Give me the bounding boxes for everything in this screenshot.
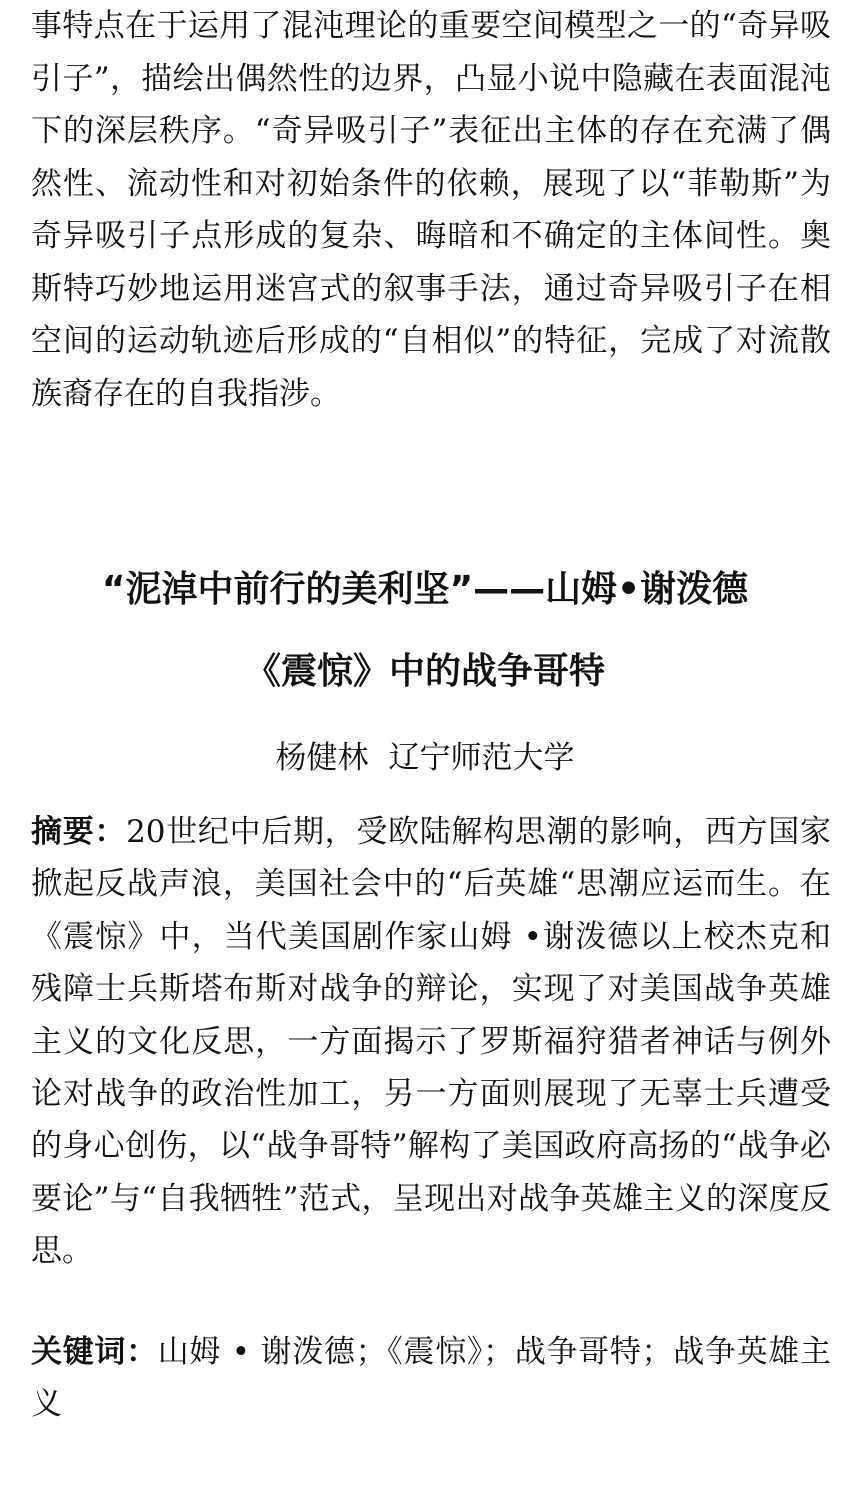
article-title <box>0 558 850 692</box>
abstract-label: 摘要： <box>31 814 127 850</box>
abstract-paragraph <box>31 806 831 1278</box>
author-affiliation: 辽宁师范大学 <box>388 740 575 776</box>
article-title-line-2: 《震惊》中的战争哥特 <box>244 651 605 692</box>
article-title-line-1: “泥淖中前行的美利坚”——山姆•谢泼德 <box>101 569 749 610</box>
keywords-paragraph <box>31 1326 831 1431</box>
author-name: 杨健林 <box>275 740 369 776</box>
previous-article-paragraph: 事特点在于运用了混沌理论的重要空间模型之一的“奇异吸引子”，描绘出偶然性的边界，凸显小说中隐藏在表面混沌下的深层秩序。“奇异吸引子”表征出主体的存在充满了偶然性、流动性和对初始条件的依赖，展现了以“菲勒斯”为奇异吸引子点形成的复杂、晦暗和不确定的主体间性。奥斯特巧妙地运用迷宫式的叙事手法，通过奇异吸引子在相空间的运动轨迹后形成的“自相似”的特征，完成了对流散族裔存在的自我指涉。 <box>31 8 831 412</box>
keywords-label: 关键词： <box>31 1334 158 1370</box>
abstract-text: 20世纪中后期，受欧陆解构思潮的影响，西方国家掀起反战声浪，美国社会中的“后英雄“思潮应运而生。在《震惊》中，当代美国剧作家山姆 •谢泼德以上校杰克和残障士兵斯塔布斯对战争的辩论，实现了对美国战争英雄主义的文化反思，一方面揭示了罗斯福狩猎者神话与例外论对战争的政治性加工，另一方面则展现了无辜士兵遭受的身心创伤，以“战争哥特”解构了美国政府高扬的“战争必要论”与“自我牺牲”范式，呈现出对战争英雄主义的深度反思。 <box>31 814 832 1270</box>
keywords-text: 山姆 • 谢泼德；《震惊》；战争哥特；战争英雄主义 <box>31 1334 832 1423</box>
author-line <box>0 732 850 784</box>
